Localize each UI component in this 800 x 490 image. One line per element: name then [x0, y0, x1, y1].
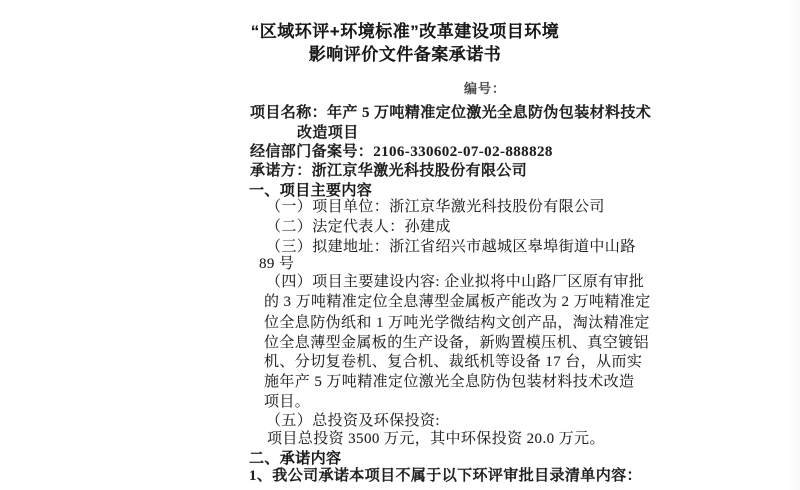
commitment-item-1: 1、我公司承诺本项目不属于以下环评审批目录清单内容： — [249, 468, 642, 484]
item-legal-representative: （二）法定代表人：孙建成 — [266, 219, 451, 235]
construction-content-continuation: 的 3 万吨精准定位全息薄型金属板产能改为 2 万吨精准定 — [264, 294, 651, 310]
item-investment: （五）总投资及环保投资: — [266, 413, 440, 429]
construction-content-continuation: 施年产 5 万吨精准定位激光全息防伪包装材料技术改造 — [264, 374, 635, 390]
item-project-unit: （一）项目单位：浙江京华激光科技股份有限公司 — [266, 199, 605, 215]
document-title-line2: 影响评价文件备案承诺书 — [308, 45, 502, 64]
construction-content-continuation: 项目。 — [264, 394, 311, 410]
promisor-line: 承诺方：浙江京华激光科技股份有限公司 — [250, 163, 528, 179]
section-one-heading: 一、项目主要内容 — [249, 182, 373, 199]
serial-number-label: 编号： — [464, 81, 507, 96]
project-name-continuation: 改造项目 — [297, 125, 359, 141]
investment-detail-line: 项目总投资 3500 万元，其中环保投资 20.0 万元。 — [267, 431, 605, 447]
document-title-line1: “区域环评+环境标准”改革建设项目环境 — [250, 22, 560, 41]
record-number-line: 经信部门备案号：2106-330602-07-02-888828 — [250, 144, 553, 160]
construction-content-continuation: 位全息薄型金属板的生产设备，新购置模压机、真空镀铝 — [264, 335, 650, 351]
project-name-line: 项目名称：年产 5 万吨精准定位激光全息防伪包装材料技术 — [250, 105, 652, 121]
document-title — [246, 20, 564, 66]
construction-content-continuation: 位全息防伪纸和 1 万吨光学微结构文创产品，淘汰精准定 — [264, 315, 650, 331]
item-construction-content: （四）项目主要建设内容: 企业拟将中山路厂区原有审批 — [266, 274, 645, 290]
section-two-heading: 二、承诺内容 — [249, 450, 342, 467]
item-address-continuation: 89 号 — [259, 256, 295, 272]
item-address: （三）拟建地址：浙江省绍兴市越城区皋埠街道中山路 — [266, 239, 636, 255]
construction-content-continuation: 机、分切复卷机、复合机、裁纸机等设备 17 台，从而实 — [264, 354, 643, 370]
